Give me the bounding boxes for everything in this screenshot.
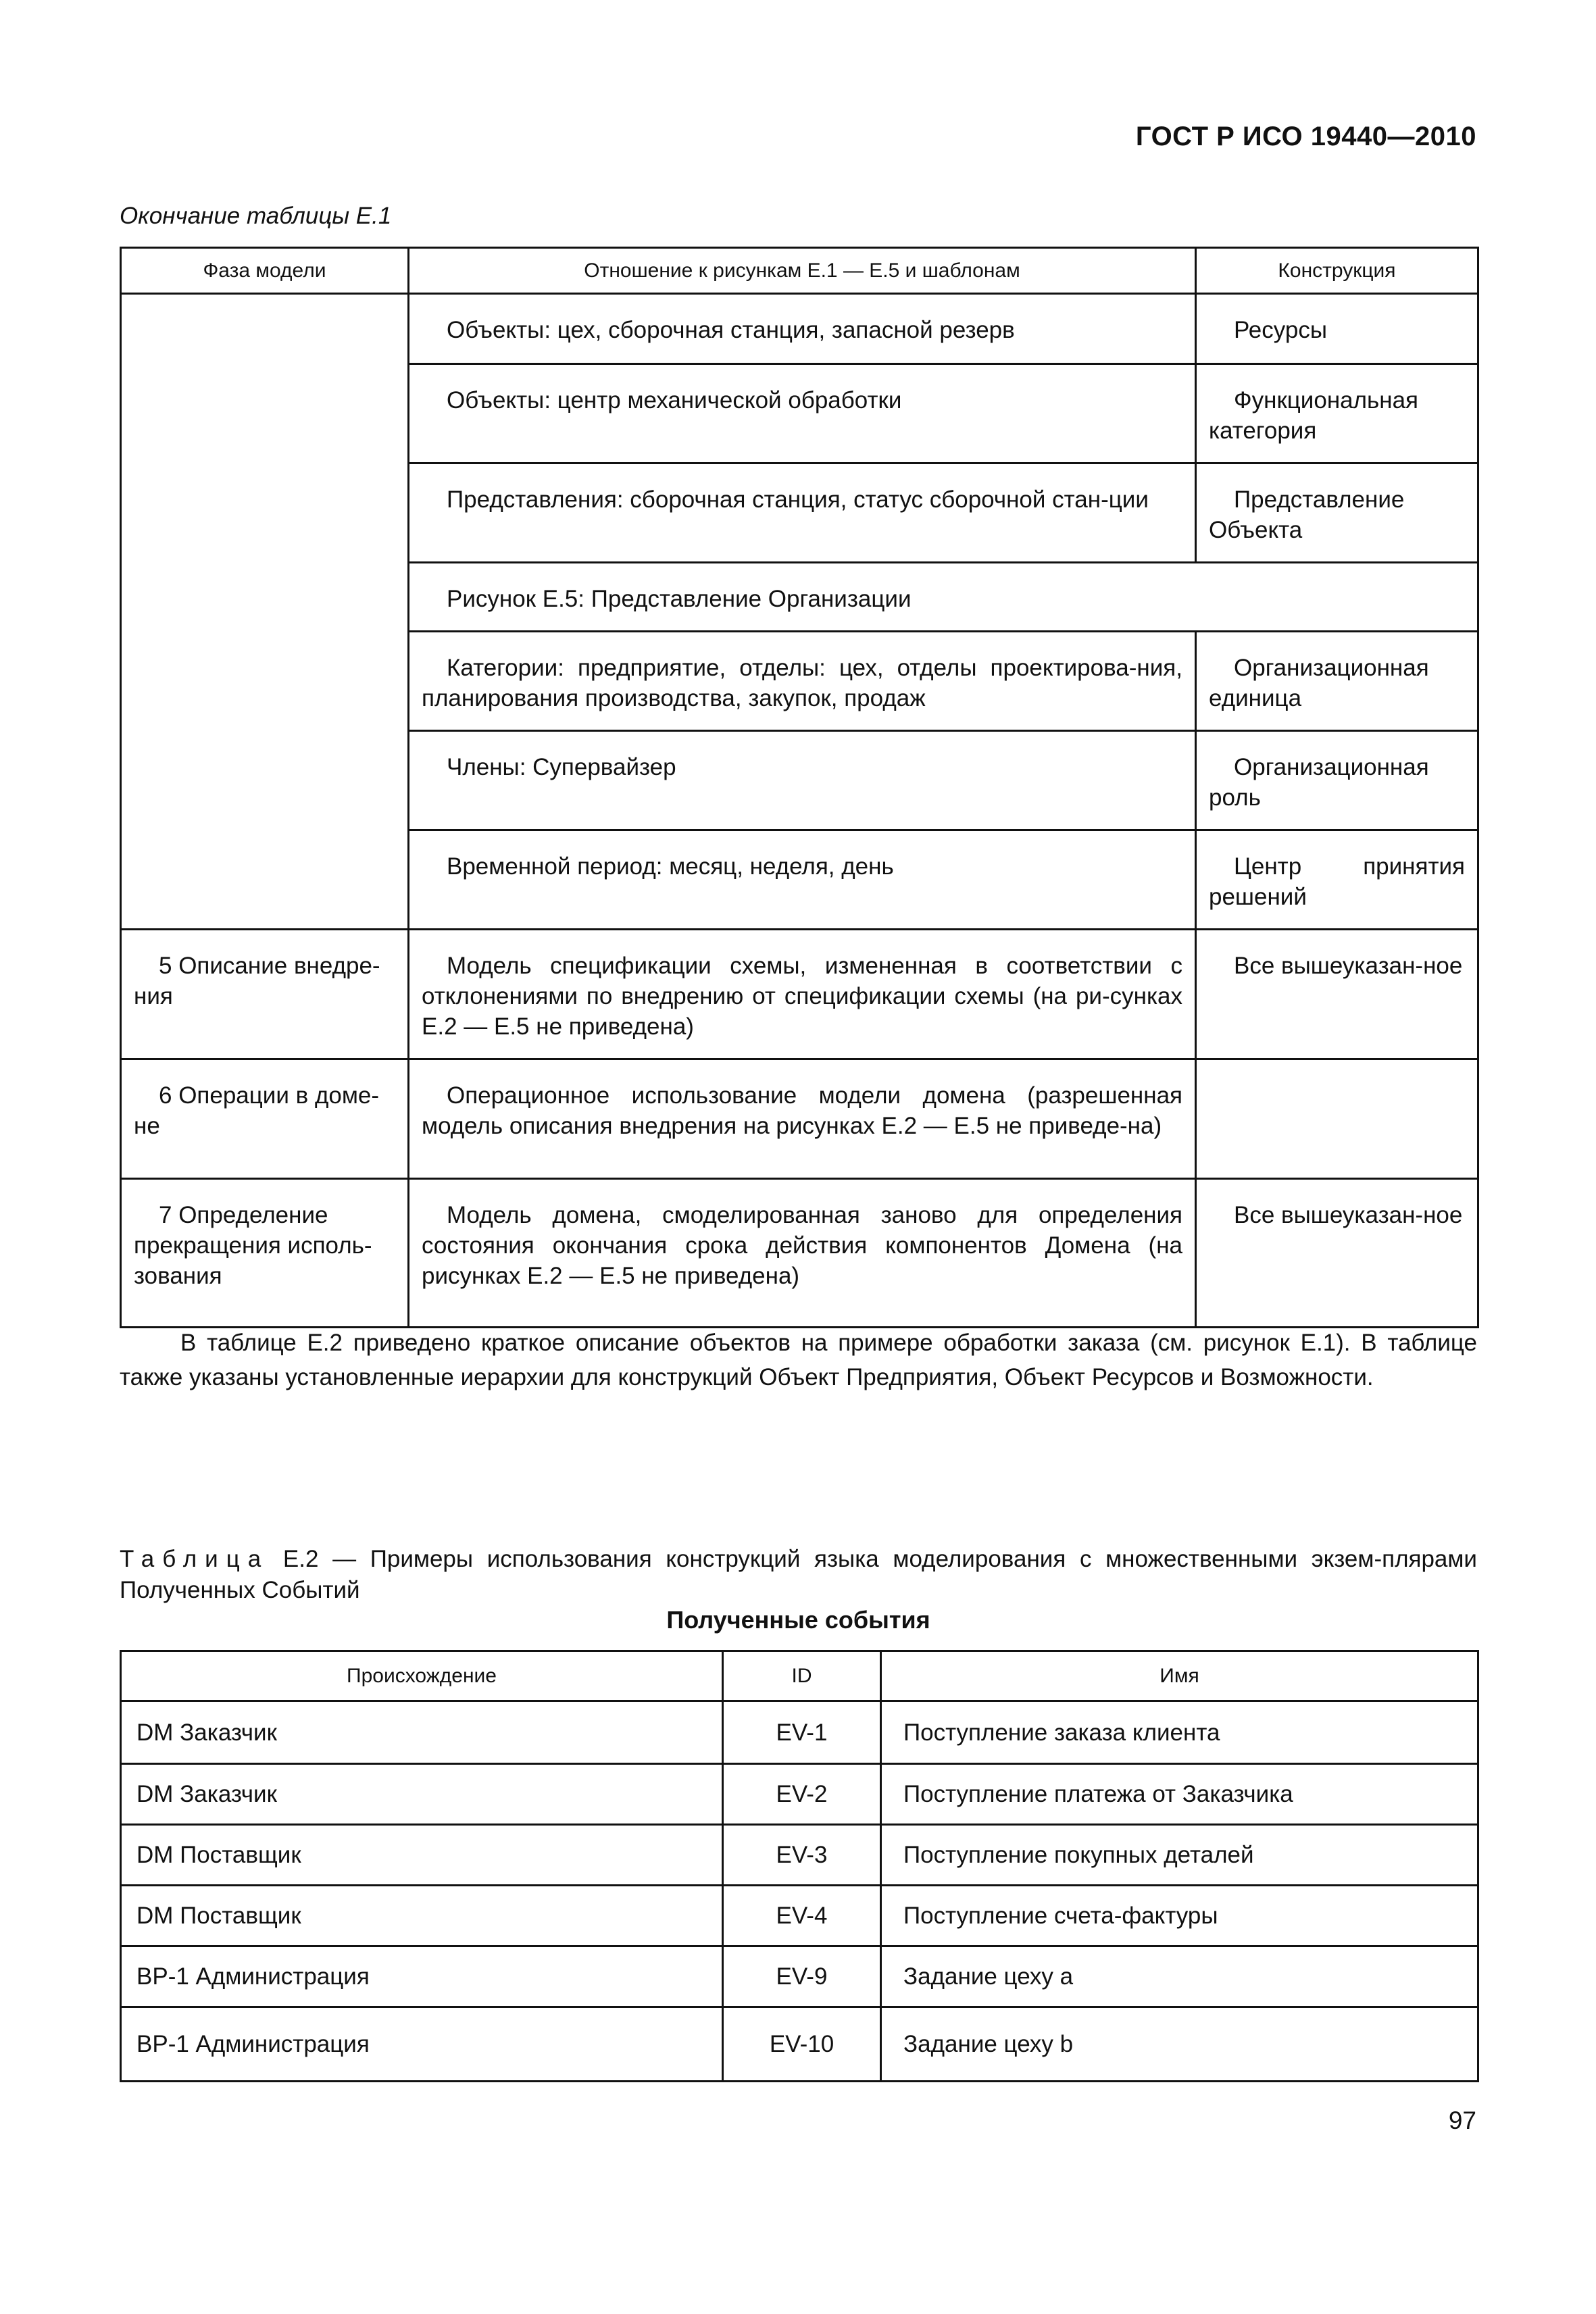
phase-cell: 5 Описание внедре-ния xyxy=(121,930,409,1059)
column-header-relation: Отношение к рисункам Е.1 — Е.5 и шаблонам xyxy=(409,248,1196,294)
table-row xyxy=(121,1059,1478,1179)
relation-cell: Объекты: центр механической обработки xyxy=(409,364,1196,463)
origin-cell: DM Поставщик xyxy=(121,1825,723,1886)
id-cell: EV-9 xyxy=(723,1946,881,2007)
construct-cell xyxy=(1196,1059,1478,1179)
table-e2 xyxy=(120,1650,1479,2082)
construct-cell: Ресурсы xyxy=(1196,294,1478,364)
name-cell: Задание цеху a xyxy=(881,1946,1478,2007)
column-header-origin: Происхождение xyxy=(121,1651,723,1701)
table-row xyxy=(121,1701,1478,1764)
construct-cell: Центр принятия решений xyxy=(1196,830,1478,930)
table-row xyxy=(121,294,1478,364)
table-header-row xyxy=(121,248,1478,294)
origin-cell: DM Заказчик xyxy=(121,1764,723,1825)
column-header-phase: Фаза модели xyxy=(121,248,409,294)
relation-cell: Операционное использование модели домена (разрешенная модель описания внедрения на рисунках Е.2 — Е.5 не приведе-на) xyxy=(409,1059,1196,1179)
table-row xyxy=(121,1764,1478,1825)
relation-cell: Временной период: месяц, неделя, день xyxy=(409,830,1196,930)
id-cell: EV-3 xyxy=(723,1825,881,1886)
phase-cell: 6 Операции в доме-не xyxy=(121,1059,409,1179)
table-row xyxy=(121,2007,1478,2082)
construct-cell: Все вышеуказан-ное xyxy=(1196,930,1478,1059)
name-cell: Поступление покупных деталей xyxy=(881,1825,1478,1886)
figure-section-cell: Рисунок Е.5: Представление Организации xyxy=(409,563,1478,632)
name-cell: Поступление платежа от Заказчика xyxy=(881,1764,1478,1825)
name-cell: Задание цеху b xyxy=(881,2007,1478,2082)
table-e2-subtitle: Полученные события xyxy=(666,1606,930,1634)
table-header-row xyxy=(121,1651,1478,1701)
construct-cell: Организационная роль xyxy=(1196,731,1478,830)
table-e2-caption xyxy=(120,1544,1477,1606)
construct-cell: Организационная единица xyxy=(1196,632,1478,731)
column-header-construct: Конструкция xyxy=(1196,248,1478,294)
id-cell: EV-1 xyxy=(723,1701,881,1764)
id-cell: EV-4 xyxy=(723,1886,881,1946)
body-paragraph xyxy=(120,1326,1477,1394)
id-cell: EV-10 xyxy=(723,2007,881,2082)
table-row xyxy=(121,1825,1478,1886)
body-paragraph-text: В таблице Е.2 приведено краткое описание объектов на примере обработки заказа (см. рисунок Е.1). В таблице также указаны установленные иерархии для конструкций Объект Предприятия, Объект Ресурсов и Возможности. xyxy=(120,1330,1477,1390)
table-row xyxy=(121,930,1478,1059)
table-caption-label: Таблица xyxy=(120,1546,270,1572)
phase-cell-empty xyxy=(121,294,409,930)
relation-cell: Категории: предприятие, отделы: цех, отделы проектирова-ния, планирования производства, закупок, продаж xyxy=(409,632,1196,731)
relation-cell: Представления: сборочная станция, статус сборочной стан-ции xyxy=(409,463,1196,563)
table-row xyxy=(121,1179,1478,1328)
column-header-id: ID xyxy=(723,1651,881,1701)
relation-cell: Члены: Супервайзер xyxy=(409,731,1196,830)
relation-cell: Модель домена, смоделированная заново для определения состояния окончания срока действия компонентов Домена (на рисунках Е.2 — Е.5 не приведена) xyxy=(409,1179,1196,1328)
origin-cell: DM Поставщик xyxy=(121,1886,723,1946)
construct-cell: Все вышеуказан-ное xyxy=(1196,1179,1478,1328)
page-number: 97 xyxy=(1448,2107,1476,2134)
origin-cell: DM Заказчик xyxy=(121,1701,723,1764)
table-row xyxy=(121,1946,1478,2007)
table-row xyxy=(121,1886,1478,1946)
origin-cell: BP-1 Администрация xyxy=(121,2007,723,2082)
id-cell: EV-2 xyxy=(723,1764,881,1825)
document-header: ГОСТ Р ИСО 19440—2010 xyxy=(1135,122,1476,151)
relation-cell: Модель спецификации схемы, измененная в соответствии с отклонениями по внедрению от спецификации схемы (на ри-сунках Е.2 — Е.5 не приведена) xyxy=(409,930,1196,1059)
origin-cell: BP-1 Администрация xyxy=(121,1946,723,2007)
table-caption-text: Е.2 — Примеры использования конструкций языка моделирования с множественными экзем-плярами Полученных Событий xyxy=(120,1546,1477,1603)
table-e1 xyxy=(120,247,1479,1328)
construct-cell: Функциональная категория xyxy=(1196,364,1478,463)
column-header-name: Имя xyxy=(881,1651,1478,1701)
table-caption: Окончание таблицы Е.1 xyxy=(120,203,392,229)
phase-cell: 7 Определение прекращения исполь-зования xyxy=(121,1179,409,1328)
construct-cell: Представление Объекта xyxy=(1196,463,1478,563)
name-cell: Поступление заказа клиента xyxy=(881,1701,1478,1764)
name-cell: Поступление счета-фактуры xyxy=(881,1886,1478,1946)
relation-cell: Объекты: цех, сборочная станция, запасной резерв xyxy=(409,294,1196,364)
